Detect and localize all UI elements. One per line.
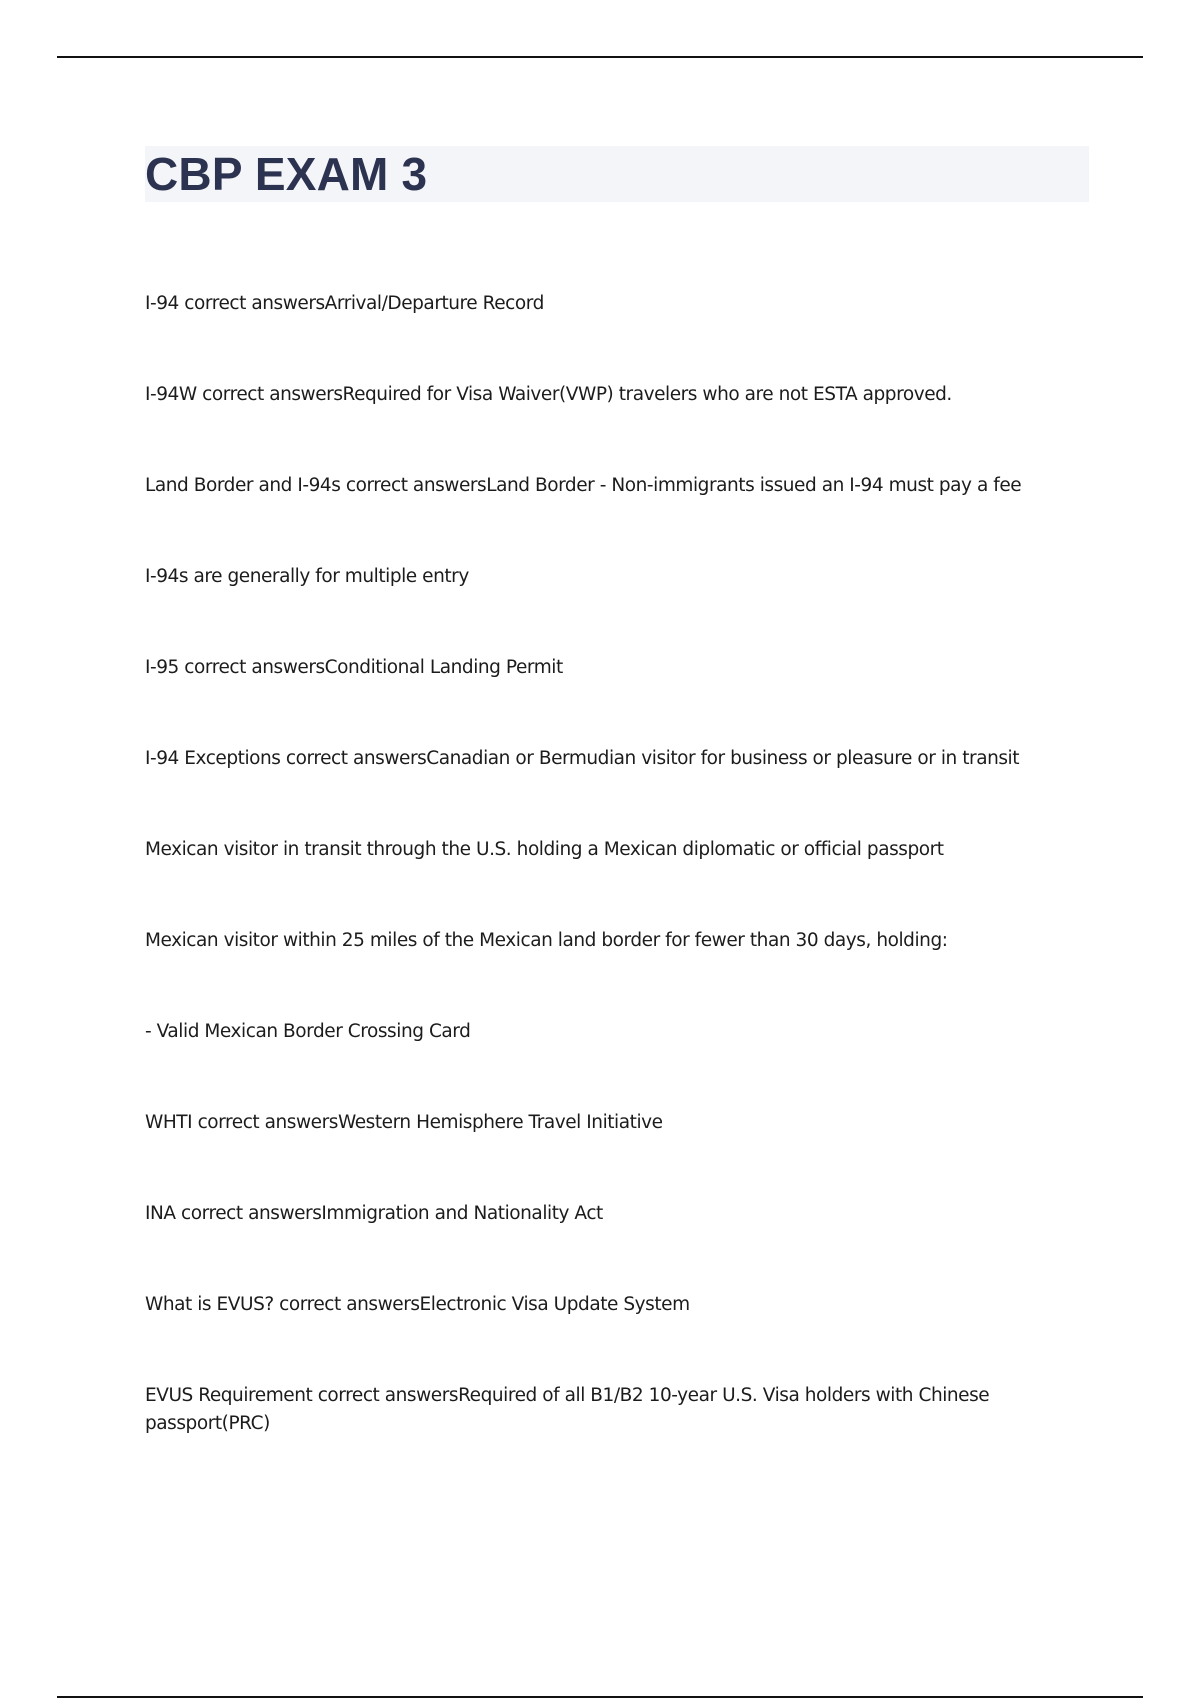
flashcard-entry-i94-exceptions: I-94 Exceptions correct answersCanadian or Bermudian visitor for business or pleasure or in transit bbox=[145, 748, 1020, 769]
flashcard-entry-i94: I-94 correct answersArrival/Departure Record bbox=[145, 293, 544, 314]
flashcard-entry-land-border: Land Border and I-94s correct answersLand Border - Non-immigrants issued an I-94 must pay a fee bbox=[145, 475, 1022, 496]
flashcard-entry-i94w: I-94W correct answersRequired for Visa Waiver(VWP) travelers who are not ESTA approved. bbox=[145, 384, 952, 405]
flashcard-entry-evus: What is EVUS? correct answersElectronic Visa Update System bbox=[145, 1294, 690, 1315]
document-title: CBP EXAM 3 bbox=[145, 148, 428, 200]
footer-rule bbox=[57, 1696, 1143, 1698]
flashcard-list bbox=[145, 290, 1065, 1501]
flashcard-entry-evus-requirement: EVUS Requirement correct answersRequired of all B1/B2 10-year U.S. Visa holders with Chinese passport(PRC) bbox=[145, 1385, 990, 1434]
flashcard-entry-whti: WHTI correct answersWestern Hemisphere Travel Initiative bbox=[145, 1112, 663, 1133]
flashcard-entry-mexican-25-miles: Mexican visitor within 25 miles of the Mexican land border for fewer than 30 days, holding: bbox=[145, 930, 948, 951]
flashcard-entry-i95: I-95 correct answersConditional Landing Permit bbox=[145, 657, 563, 678]
flashcard-entry-mexican-transit: Mexican visitor in transit through the U.S. holding a Mexican diplomatic or official passport bbox=[145, 839, 944, 860]
flashcard-entry-border-crossing-card: - Valid Mexican Border Crossing Card bbox=[145, 1021, 471, 1042]
flashcard-entry-ina: INA correct answersImmigration and Nationality Act bbox=[145, 1203, 603, 1224]
flashcard-entry-multiple-entry: I-94s are generally for multiple entry bbox=[145, 566, 469, 587]
header-rule bbox=[57, 56, 1143, 58]
